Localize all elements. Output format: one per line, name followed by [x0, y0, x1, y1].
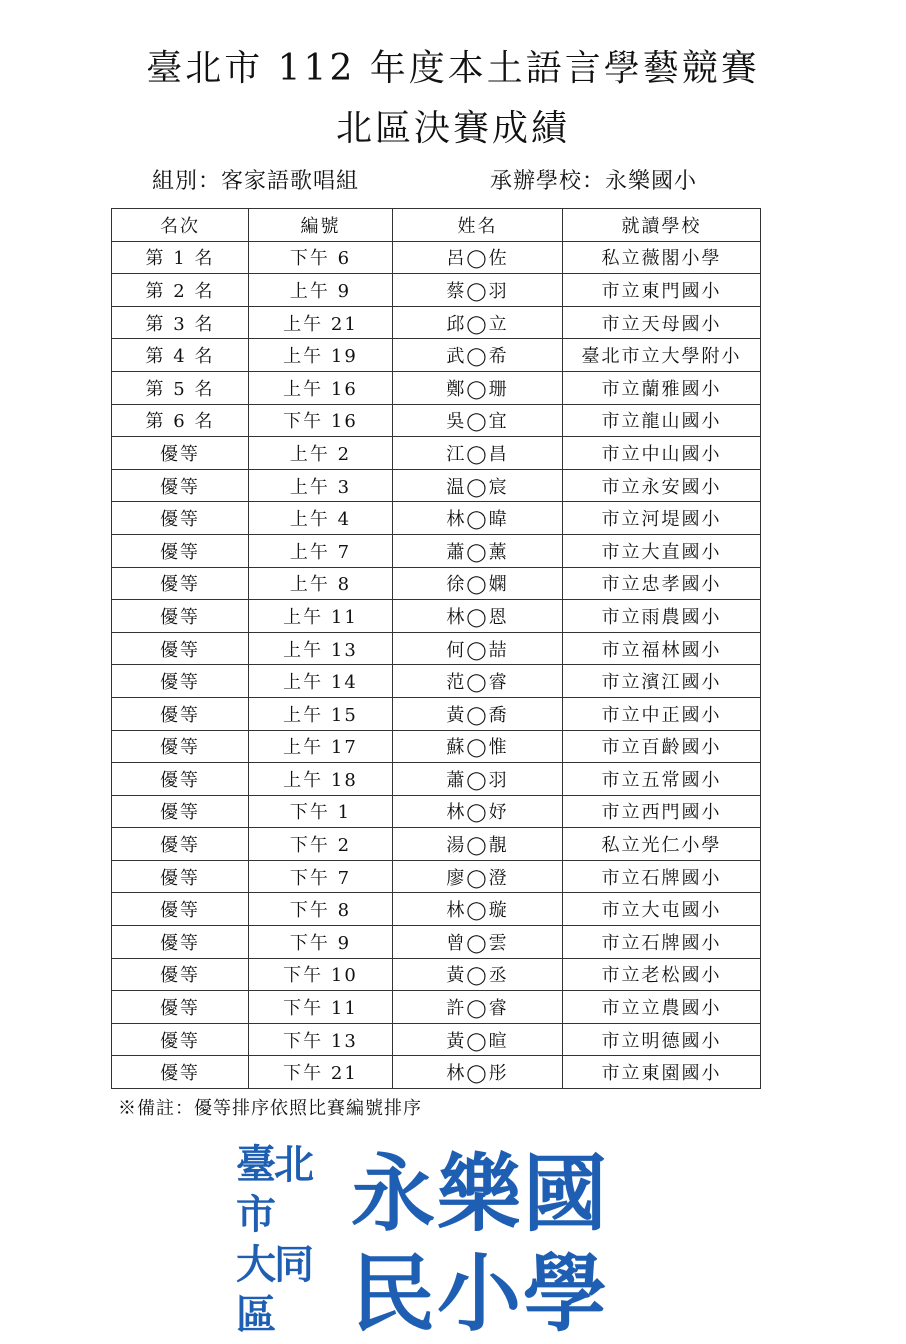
column-header-name: 姓名 — [393, 209, 563, 242]
table-row — [112, 893, 761, 926]
school-cell: 市立濱江國小 — [563, 665, 761, 698]
rank-cell: 優等 — [112, 828, 249, 861]
footnote: ※備註：優等排序依照比賽編號排序 — [118, 1098, 422, 1119]
school-cell: 市立忠孝國小 — [563, 567, 761, 600]
rank-cell: 優等 — [112, 795, 249, 828]
number-cell: 下午 16 — [249, 404, 393, 437]
name-cell: 蘇◯惟 — [393, 730, 563, 763]
school-cell: 市立大屯國小 — [563, 893, 761, 926]
school-cell: 市立明德國小 — [563, 1023, 761, 1056]
rank-cell: 第 1 名 — [112, 241, 249, 274]
table-row — [112, 860, 761, 893]
number-cell: 下午 2 — [249, 828, 393, 861]
table-row — [112, 274, 761, 307]
table-row — [112, 502, 761, 535]
school-cell: 市立中正國小 — [563, 697, 761, 730]
number-cell: 上午 15 — [249, 697, 393, 730]
column-header-school: 就讀學校 — [563, 209, 761, 242]
table-row — [112, 665, 761, 698]
column-header-rank: 名次 — [112, 209, 249, 242]
number-cell: 下午 10 — [249, 958, 393, 991]
number-cell: 下午 9 — [249, 926, 393, 959]
table-row — [112, 339, 761, 372]
number-cell: 下午 11 — [249, 991, 393, 1024]
school-cell: 市立大直國小 — [563, 534, 761, 567]
number-cell: 下午 13 — [249, 1023, 393, 1056]
name-cell: 邱◯立 — [393, 306, 563, 339]
school-cell: 市立老松國小 — [563, 958, 761, 991]
name-cell: 林◯彤 — [393, 1056, 563, 1089]
number-cell: 下午 8 — [249, 893, 393, 926]
number-cell: 下午 7 — [249, 860, 393, 893]
number-cell: 下午 21 — [249, 1056, 393, 1089]
number-cell: 上午 18 — [249, 763, 393, 796]
table-row — [112, 991, 761, 1024]
rank-cell: 第 4 名 — [112, 339, 249, 372]
host-school-label: 承辦學校：永樂國小 — [490, 169, 698, 194]
number-cell: 上午 4 — [249, 502, 393, 535]
name-cell: 林◯璇 — [393, 893, 563, 926]
number-cell: 上午 8 — [249, 567, 393, 600]
table-row — [112, 534, 761, 567]
school-cell: 市立福林國小 — [563, 632, 761, 665]
rank-cell: 優等 — [112, 665, 249, 698]
number-cell: 上午 3 — [249, 469, 393, 502]
name-cell: 武◯希 — [393, 339, 563, 372]
school-cell: 市立五常國小 — [563, 763, 761, 796]
school-stamp — [236, 1138, 676, 1343]
name-cell: 林◯恩 — [393, 600, 563, 633]
rank-cell: 優等 — [112, 958, 249, 991]
table-row — [112, 632, 761, 665]
school-cell: 市立雨農國小 — [563, 600, 761, 633]
number-cell: 上午 21 — [249, 306, 393, 339]
rank-cell: 優等 — [112, 632, 249, 665]
name-cell: 何◯喆 — [393, 632, 563, 665]
rank-cell: 第 2 名 — [112, 274, 249, 307]
rank-cell: 優等 — [112, 437, 249, 470]
table-row — [112, 1056, 761, 1089]
results-table — [111, 208, 761, 1089]
rank-cell: 優等 — [112, 1023, 249, 1056]
page-title: 臺北市 112 年度本土語言學藝競賽 — [146, 48, 760, 89]
name-cell: 江◯昌 — [393, 437, 563, 470]
school-cell: 市立東門國小 — [563, 274, 761, 307]
name-cell: 黃◯暄 — [393, 1023, 563, 1056]
stamp-school-name: 永樂國民小學 — [351, 1145, 610, 1343]
table-row — [112, 828, 761, 861]
name-cell: 范◯睿 — [393, 665, 563, 698]
rank-cell: 優等 — [112, 469, 249, 502]
name-cell: 許◯睿 — [393, 991, 563, 1024]
table-row — [112, 437, 761, 470]
name-cell: 徐◯嫻 — [393, 567, 563, 600]
name-cell: 鄭◯珊 — [393, 371, 563, 404]
rank-cell: 優等 — [112, 600, 249, 633]
rank-cell: 優等 — [112, 926, 249, 959]
number-cell: 上午 17 — [249, 730, 393, 763]
table-row — [112, 730, 761, 763]
table-row — [112, 567, 761, 600]
number-cell: 上午 13 — [249, 632, 393, 665]
name-cell: 黃◯丞 — [393, 958, 563, 991]
school-cell: 私立薇閣小學 — [563, 241, 761, 274]
number-cell: 上午 14 — [249, 665, 393, 698]
name-cell: 蕭◯薰 — [393, 534, 563, 567]
rank-cell: 優等 — [112, 1056, 249, 1089]
school-cell: 市立西門國小 — [563, 795, 761, 828]
school-cell: 市立立農國小 — [563, 991, 761, 1024]
school-cell: 市立龍山國小 — [563, 404, 761, 437]
name-cell: 廖◯澄 — [393, 860, 563, 893]
table-row — [112, 1023, 761, 1056]
number-cell: 下午 6 — [249, 241, 393, 274]
table-row — [112, 241, 761, 274]
stamp-district: 臺北市 大同區 — [236, 1142, 312, 1338]
number-cell: 上午 19 — [249, 339, 393, 372]
rank-cell: 優等 — [112, 502, 249, 535]
school-cell: 市立百齡國小 — [563, 730, 761, 763]
name-cell: 黃◯喬 — [393, 697, 563, 730]
school-cell: 市立東園國小 — [563, 1056, 761, 1089]
table-row — [112, 600, 761, 633]
school-cell: 市立石牌國小 — [563, 860, 761, 893]
rank-cell: 優等 — [112, 860, 249, 893]
name-cell: 温◯宸 — [393, 469, 563, 502]
school-cell: 市立中山國小 — [563, 437, 761, 470]
table-row — [112, 404, 761, 437]
name-cell: 蔡◯羽 — [393, 274, 563, 307]
table-row — [112, 469, 761, 502]
name-cell: 曾◯雲 — [393, 926, 563, 959]
school-cell: 市立永安國小 — [563, 469, 761, 502]
table-header-row — [112, 209, 761, 242]
rank-cell: 優等 — [112, 730, 249, 763]
group-label: 組別：客家語歌唱組 — [152, 169, 360, 194]
rank-cell: 第 3 名 — [112, 306, 249, 339]
name-cell: 呂◯佐 — [393, 241, 563, 274]
table-row — [112, 926, 761, 959]
column-header-number: 編號 — [249, 209, 393, 242]
number-cell: 上午 7 — [249, 534, 393, 567]
rank-cell: 優等 — [112, 991, 249, 1024]
number-cell: 上午 9 — [249, 274, 393, 307]
number-cell: 下午 1 — [249, 795, 393, 828]
name-cell: 吳◯宜 — [393, 404, 563, 437]
table-row — [112, 958, 761, 991]
number-cell: 上午 2 — [249, 437, 393, 470]
table-row — [112, 795, 761, 828]
table-row — [112, 371, 761, 404]
rank-cell: 優等 — [112, 697, 249, 730]
school-cell: 市立天母國小 — [563, 306, 761, 339]
rank-cell: 優等 — [112, 567, 249, 600]
table-row — [112, 697, 761, 730]
page-subtitle: 北區決賽成績 — [335, 108, 570, 149]
name-cell: 林◯妤 — [393, 795, 563, 828]
rank-cell: 優等 — [112, 763, 249, 796]
rank-cell: 優等 — [112, 534, 249, 567]
table-row — [112, 763, 761, 796]
table-row — [112, 306, 761, 339]
rank-cell: 第 6 名 — [112, 404, 249, 437]
rank-cell: 第 5 名 — [112, 371, 249, 404]
school-cell: 私立光仁小學 — [563, 828, 761, 861]
table-body — [112, 241, 761, 1088]
school-cell: 市立蘭雅國小 — [563, 371, 761, 404]
rank-cell: 優等 — [112, 893, 249, 926]
number-cell: 上午 11 — [249, 600, 393, 633]
number-cell: 上午 16 — [249, 371, 393, 404]
name-cell: 林◯暐 — [393, 502, 563, 535]
school-cell: 臺北市立大學附小 — [563, 339, 761, 372]
school-cell: 市立河堤國小 — [563, 502, 761, 535]
name-cell: 蕭◯羽 — [393, 763, 563, 796]
school-cell: 市立石牌國小 — [563, 926, 761, 959]
name-cell: 湯◯靚 — [393, 828, 563, 861]
